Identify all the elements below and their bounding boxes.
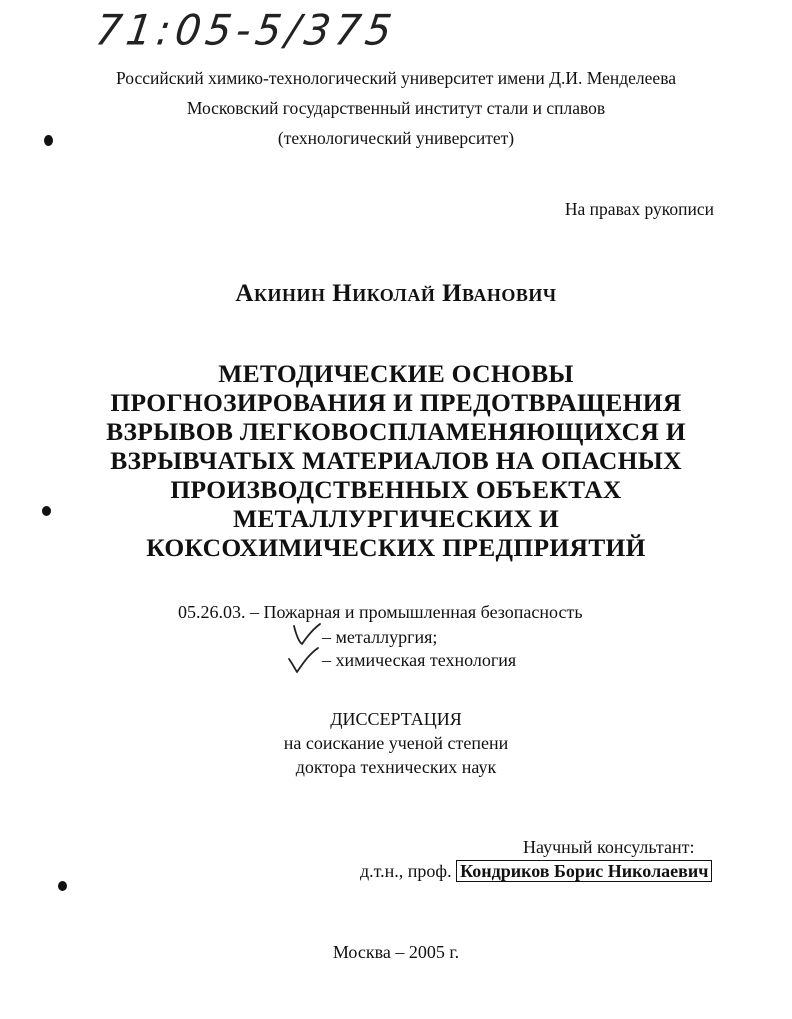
institution-line-2: Московский государственный институт стали и сплавов bbox=[186, 98, 606, 118]
manuscript-note: На правах рукописи bbox=[564, 199, 714, 219]
title-line: ВЗРЫВЧАТЫХ МАТЕРИАЛОВ НА ОПАСНЫХ bbox=[110, 446, 682, 475]
check-mark-icon bbox=[286, 645, 322, 677]
degree-purpose: на соискание ученой степени bbox=[283, 733, 509, 753]
dissertation-title bbox=[0, 359, 792, 562]
title-line: ВЗРЫВОВ ЛЕГКОВОСПЛАМЕНЯЮЩИХСЯ И bbox=[106, 417, 686, 446]
city-year: Москва – 2005 г. bbox=[332, 942, 460, 962]
margin-mark bbox=[44, 135, 53, 146]
title-line: ПРОГНОЗИРОВАНИЯ И ПРЕДОТВРАЩЕНИЯ bbox=[110, 388, 682, 417]
specialty-branch-2: – химическая технология bbox=[322, 650, 517, 670]
handwritten-code: 71:05-5/375 bbox=[92, 6, 400, 56]
title-line: ПРОИЗВОДСТВЕННЫХ ОБЪЕКТАХ bbox=[170, 475, 622, 504]
consultant-line bbox=[360, 861, 712, 882]
institution-line-3: (технологический университет) bbox=[277, 128, 515, 148]
dissertation-label: ДИССЕРТАЦИЯ bbox=[330, 709, 462, 729]
margin-mark bbox=[58, 881, 67, 891]
institution-line-1: Российский химико-технологический университет имени Д.И. Менделеева bbox=[115, 68, 677, 88]
title-line: МЕТАЛЛУРГИЧЕСКИХ И bbox=[232, 504, 560, 533]
title-line: МЕТОДИЧЕСКИЕ ОСНОВЫ bbox=[218, 359, 574, 388]
specialty-code: 05.26.03. – Пожарная и промышленная безопасность bbox=[178, 602, 583, 622]
specialty-branch-1: – металлургия; bbox=[322, 627, 438, 647]
consultant-name: Кондриков Борис Николаевич bbox=[456, 860, 712, 882]
author-name: Акинин Николай Иванович bbox=[235, 280, 557, 307]
title-line: КОКСОХИМИЧЕСКИХ ПРЕДПРИЯТИЙ bbox=[146, 533, 646, 562]
degree-type: доктора технических наук bbox=[295, 757, 497, 777]
consultant-label: Научный консультант: bbox=[523, 837, 695, 857]
consultant-degree: д.т.н., проф. bbox=[360, 861, 452, 881]
